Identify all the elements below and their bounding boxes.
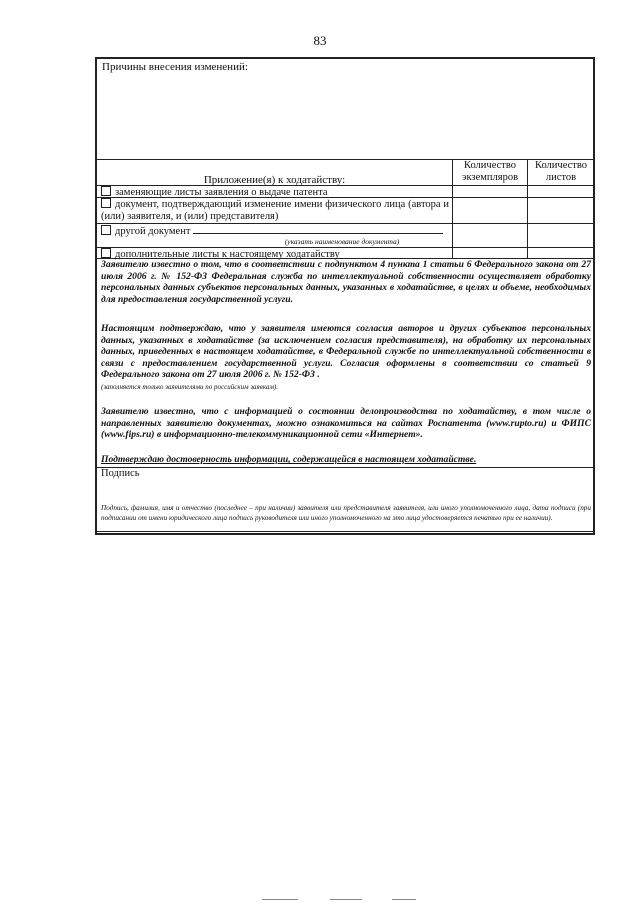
petition-form [95,57,595,535]
attachment-row-name-change-doc [101,198,449,223]
copies-column-header: Количество экземпляров [461,160,519,183]
divider [452,159,453,258]
page-number: 83 [313,33,327,48]
paragraph-consent-note: (заполняется только заявителями по российским заявкам). [101,382,278,391]
scan-artifact [392,899,416,900]
paragraph-confirmation: Подтверждаю достоверность информации, содержащейся в настоящем ходатайстве. [101,454,477,465]
attachments-header: Приложение(я) к ходатайству: [203,174,346,186]
reasons-label: Причины внесения изменений: [102,61,248,73]
scan-artifact [262,899,298,900]
paragraph-consent-text: Настоящим подтверждаю, что у заявителя имеются согласия авторов и других субъектов персональных данных, указанных в ходатайстве (за исключением согласия представителя), на обработку их персональных данных, приведенных в настоящем ходатайстве, в Федеральной службе по интеллектуальной собственности в связи с предоставлением государственной услуги. Согласия оформлены в соответствии со статьей 9 Федерального закона от 27 июля 2006 г. № 152-ФЗ . [101,323,591,381]
checkbox[interactable] [101,198,111,208]
divider [97,467,593,468]
sheets-column-header: Количество листов [534,160,588,183]
signature-label: Подпись [101,468,140,479]
other-document-name-field[interactable] [193,224,443,234]
checkbox[interactable] [101,225,111,235]
attachment-label: документ, подтверждающий изменение имени физического лица (автора и (или) заявителя, и (или) представителя) [101,199,449,222]
divider [527,159,528,258]
paragraph-personal-data: Заявителю известно о том, что в соответствии с подпунктом 4 пункта 1 статьи 6 Федерального закона от 27 июля 2006 г. № 152-ФЗ Федеральная служба по интеллектуальной собственности осуществляет обработку персональных данных субъектов персональных данных, указанных в ходатайстве, в целях и объеме, необходимых для предоставления государственной услуги. [101,259,591,305]
signature-caption: Подпись, фамилия, имя и отчество (последнее – при наличии) заявителя или представителя заявителя, или иного уполномоченного лица, дата подписи (при подписании от имени юридического лица подпись руководителя или иного уполномоченного на это лица удостоверяется печатью при ее наличии). [101,504,591,522]
divider [97,531,593,532]
reasons-field[interactable] [97,73,593,159]
other-doc-caption: (указать наименование документа) [284,237,400,246]
scan-artifact [330,899,362,900]
paragraph-consent [101,323,591,394]
attachment-label: другой документ [115,226,191,237]
attachment-label: дополнительные листы к настоящему ходатайству [115,249,340,260]
checkbox[interactable] [101,186,111,196]
signature-field[interactable] [97,481,593,501]
paragraph-case-info: Заявителю известно, что с информацией о состоянии делопроизводства по ходатайству, в том числе о направленных заявителю документах, можно ознакомиться на сайтах Роспатента (www.rupto.ru) и ФИПС (www.fips.ru) в информационно-телекоммуникационной сети «Интернет». [101,406,591,441]
attachment-row-other-doc [101,224,449,238]
checkbox[interactable] [101,248,111,258]
attachment-label: заменяющие листы заявления о выдаче патента [115,187,328,198]
